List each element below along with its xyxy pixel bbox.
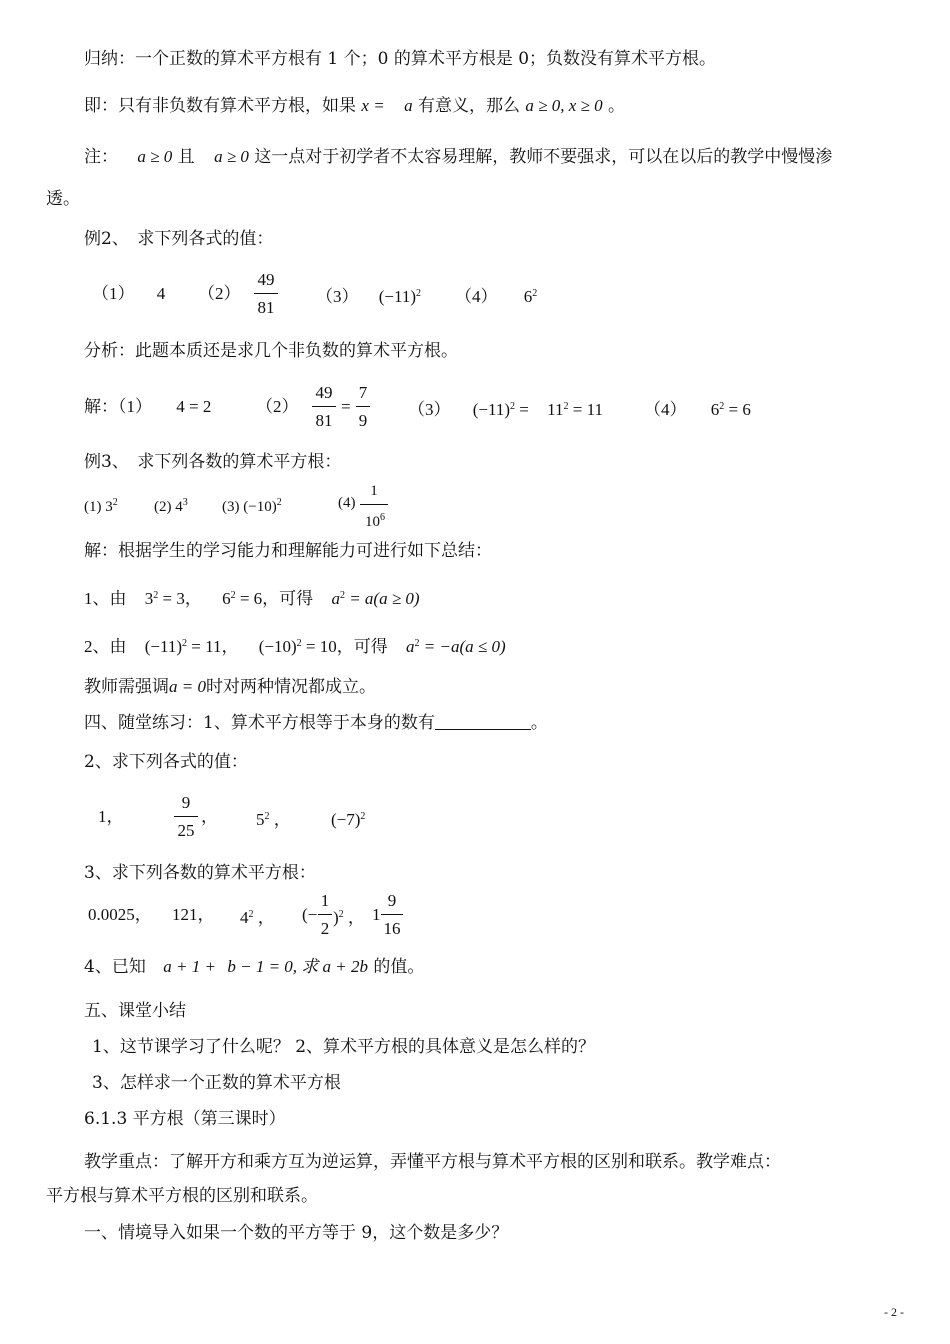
value: 4 [240,908,249,927]
value: ， [257,908,275,927]
ex2-item-3 [316,283,421,308]
value: (−7) [331,810,361,829]
value: 10 [365,514,380,530]
exponent: 2 [532,288,538,299]
solution-result-den: 9 [358,411,368,430]
value: ， [347,908,365,927]
practice-1 [84,712,548,734]
condition-line [84,95,625,117]
text: 注： [84,147,118,167]
value: (−11) [144,637,183,656]
value: = 11 [572,400,603,419]
value: = 11， [191,637,239,656]
value: 6 [222,589,231,608]
prac2-item-1: 1， [98,807,124,826]
math: x = [361,96,385,115]
exponent: 2 [719,401,725,412]
text: 1、由 [84,589,127,608]
fraction-bar [312,406,336,407]
practice-2-title: 2、求下列各式的值： [84,752,248,772]
fraction-bar [356,406,370,407]
key-points-line-1: 教学重点：了解开方和乘方互为逆运算，弄懂平方根与算术平方根的区别和联系。教学难点： [84,1152,781,1172]
value: ， [273,810,291,829]
exponent: 2 [414,638,420,649]
value: = −a(a ≤ 0) [423,637,506,656]
value: = 6，可得 [239,589,314,608]
value: (3) (−10) [222,499,277,515]
value: (1) 3 [84,499,113,515]
note-line-cont: 透。 [46,189,80,209]
text: 这一点对于初学者不太容易理解，教师不要强求，可以在以后的教学中慢慢渗 [254,147,833,167]
math: a ≥ 0 [137,147,173,166]
prac2-item-4 [331,806,365,831]
label: （1） [92,284,135,303]
intro-line: 一、情境导入如果一个数的平方等于 9，这个数是多少？ [84,1223,509,1243]
text: 时对两种情况都成立。 [205,677,376,697]
solution-label-2: （2） [256,397,299,416]
math: a [404,96,413,115]
exponent: 2 [416,288,422,299]
value: a [406,637,415,656]
value: 11 [547,400,564,419]
value: = 6 [728,400,751,419]
section-title: 6.1.3 平方根（第三课时） [84,1109,286,1129]
prac3-mixed-den: 16 [383,919,401,938]
text: 的值。 [373,957,425,977]
value: 5 [256,810,265,829]
solution-frac-num: 49 [315,383,333,402]
analysis-line: 分析：此题本质还是求几个非负数的算术平方根。 [84,341,458,361]
value: a [331,589,340,608]
prac3-mixed-num: 9 [387,891,397,910]
text: 有意义，那么 [418,96,520,116]
ex3-item-2 [154,492,188,518]
math: a + 1 + [163,957,216,976]
value: = [519,400,529,419]
exponent: 2 [276,497,282,508]
prac2-frac-den: 25 [177,821,195,840]
ex3-frac-num: 1 [370,483,378,499]
value: = a(a ≥ 0) [349,589,420,608]
text: 教师需强调 [84,677,169,697]
exponent: 2 [153,590,159,601]
summary-item-1: 1、这节课学习了什么呢？ 2、算术平方根的具体意义是怎么样的？ [92,1037,596,1057]
solution-item-4 [644,396,751,421]
prac3-item-2: 121， [172,905,215,924]
exponent: 6 [380,512,385,523]
answer-blank [435,715,531,730]
practice-4 [84,956,424,978]
value: (−11) [378,287,417,306]
ex2-fraction-denominator: 81 [257,298,275,317]
exponent: 2 [296,638,302,649]
math: a ≥ 0 [214,147,249,166]
value: (−10) [258,637,297,656]
note-line [84,146,832,168]
value: 6 [523,287,533,306]
value: (2) 4 [154,499,183,515]
value: 4 [156,284,166,303]
exponent: 2 [563,401,569,412]
text: 2、由 [84,637,127,656]
solution-item-3 [408,396,603,421]
exponent: 2 [510,401,516,412]
text: 即：只有非负数有算术平方根，如果 [84,96,356,116]
exponent: 2 [182,638,188,649]
summary-heading: 五、课堂小结 [84,1001,186,1021]
math: a ≥ 0, x ≥ 0 [525,96,603,115]
solution-frac-den: 81 [315,411,333,430]
fraction-bar [381,914,403,915]
rule-2 [84,633,506,658]
math: a = 0 [169,677,206,696]
solution-item-1 [84,396,211,418]
exponent: 2 [230,590,236,601]
exponent: 2 [338,909,344,920]
ex2-label-2: （2） [198,284,241,303]
ex3-frac-den [358,508,392,532]
page-number: - 2 - [884,1305,904,1319]
exponent: 2 [339,590,345,601]
label: （3） [408,400,451,419]
prac2-comma: ， [201,807,218,826]
ex3-item-4-label: (4) [338,495,356,511]
value: 4 = 2 [176,397,212,416]
text: 4、已知 [84,957,146,977]
math: b − 1 = 0, 求 a + 2b [227,957,369,976]
prac3-item-3 [240,904,275,929]
example-3-title: 例3、 求下列各数的算术平方根： [84,452,342,472]
exponent: 2 [112,497,118,508]
prac3-frac-num: 1 [320,891,330,910]
exponent: 3 [182,497,188,508]
summary-line: 归纳：一个正数的算术平方根有 1 个；0 的算术平方根是 0；负数没有算术平方根。 [84,49,717,69]
value: = 3， [162,589,202,608]
label: 解：（1） [84,397,152,416]
prac2-frac-num: 9 [181,793,191,812]
exponent: 2 [360,811,366,822]
fraction-bar [318,914,332,915]
value: = 10，可得 [305,637,388,656]
fraction-bar [174,816,198,817]
prac3-item-1: 0.0025， [88,905,152,924]
text: 且 [177,147,195,167]
teacher-note [84,676,376,698]
ex2-item-4 [455,283,537,308]
key-points-line-2: 平方根与算术平方根的区别和联系。 [46,1186,318,1206]
prac2-item-3 [256,806,291,831]
practice-3-title: 3、求下列各数的算术平方根： [84,863,316,883]
label: （4） [455,287,498,306]
value: ) [333,908,339,927]
exponent: 2 [248,909,254,920]
value: 6 [710,400,720,419]
summary-item-2: 3、怎样求一个正数的算术平方根 [92,1073,341,1093]
text: 。 [530,713,548,733]
prac3-item-4-close [333,904,365,929]
value: (−11) [472,400,511,419]
prac3-frac-den: 2 [320,919,330,938]
ex3-item-3 [222,492,282,518]
text: 四、随堂练习：1、算术平方根等于本身的数有 [84,713,435,733]
fraction-bar [360,504,388,505]
text: 。 [608,96,626,116]
rule-1 [84,585,420,610]
label: （3） [316,287,359,306]
fraction-bar [254,293,278,294]
ex2-item-1 [92,283,165,305]
prac3-item-5-whole: 1 [372,905,381,924]
solution-3-line: 解：根据学生的学习能力和理解能力可进行如下总结： [84,541,492,561]
ex3-item-1 [84,492,118,518]
solution-result-num: 7 [358,383,368,402]
ex2-fraction-numerator: 49 [257,270,275,289]
label: （4） [644,400,687,419]
value: 3 [144,589,154,608]
example-2-title: 例2、 求下列各式的值： [84,229,274,249]
prac3-item-4-open: (− [302,905,318,924]
exponent: 2 [264,811,270,822]
solution-equals: = [341,397,351,416]
